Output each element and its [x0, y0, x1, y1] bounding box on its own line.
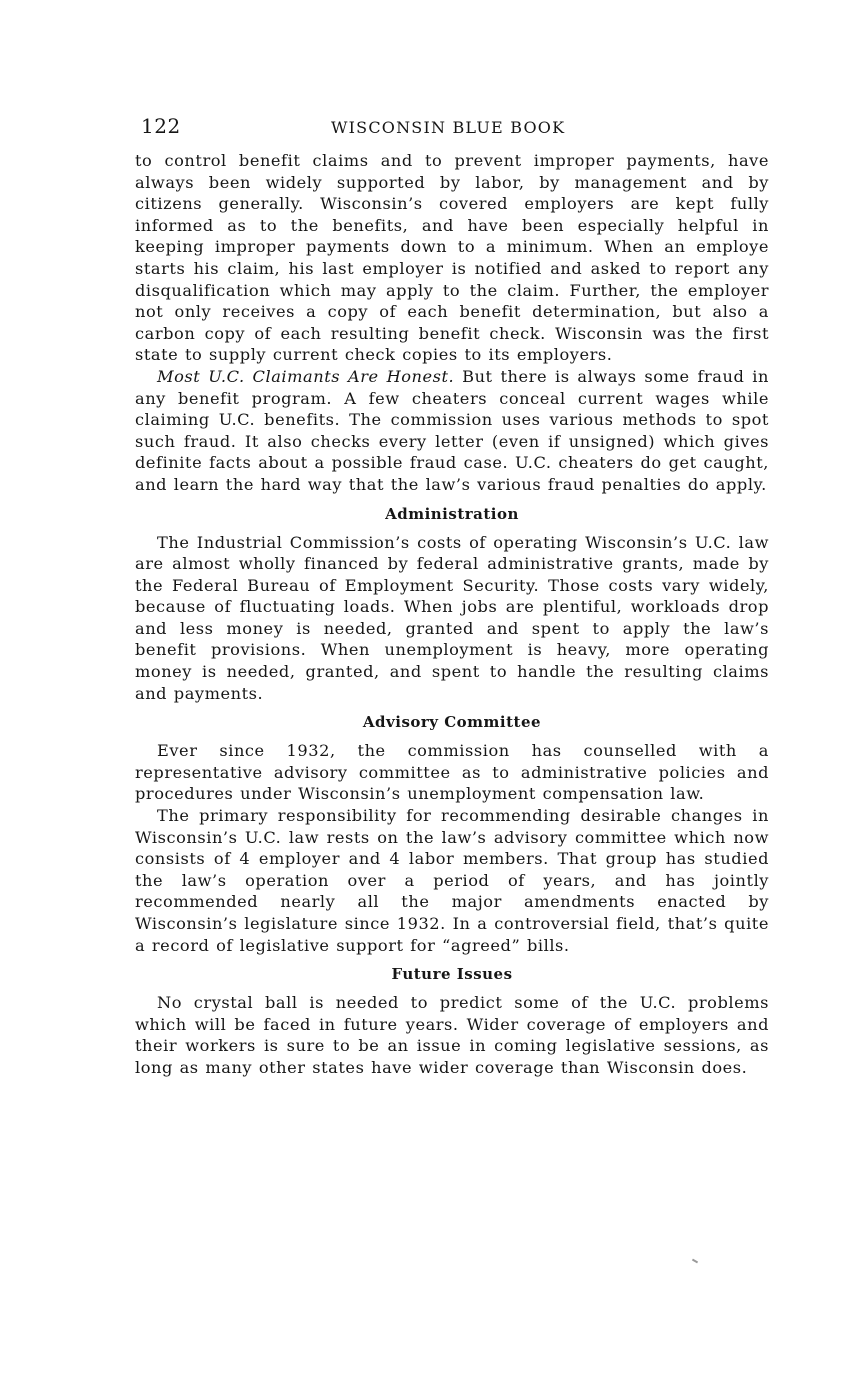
scan-speck: [692, 1259, 698, 1264]
paragraph-lead-in: Most U.C. Claimants Are Honest.: [157, 366, 455, 386]
advisory-paragraph-1: Ever since 1932, the commission has counselled with a representative advisory committee as to administrative policies and procedures under Wisconsin’s unemployment compensation law.: [135, 741, 769, 804]
book-page: [135, 112, 769, 1079]
section-heading-administration: Administration: [385, 504, 519, 523]
page-number: 122: [141, 114, 181, 138]
running-title: WISCONSIN BLUE BOOK: [331, 118, 566, 137]
paragraph-body: But there is always some fraud in any benefit program. A few cheaters conceal current wages while claiming U.C. benefits. The commission uses various methods to spot such fraud. It also checks every letter (even if unsigned) which gives definite facts about a possible fraud case. U.C. cheaters do get caught, and learn the hard way that the law’s various fraud penalties do apply.: [135, 366, 769, 494]
future-issues-paragraph: No crystal ball is needed to predict some of the U.C. problems which will be faced in future years. Wider coverage of employers and their workers is sure to be an issue in coming legislative sessions, as long as many other states have wider coverage than Wisconsin does.: [135, 993, 769, 1077]
administration-paragraph: The Industrial Commission’s costs of operating Wisconsin’s U.C. law are almost wholly financed by federal administrative grants, made by the Federal Bureau of Employment Security. Those costs vary widely, because of fluctuating loads. When jobs are plentiful, workloads drop and less money is needed, granted and spent to apply the law’s benefit provisions. When unemployment is heavy, more operating money is needed, granted, and spent to handle the resulting claims and payments.: [135, 532, 769, 703]
advisory-paragraph-2: The primary responsibility for recommending desirable changes in Wisconsin’s U.C. law rests on the law’s advisory committee which now consists of 4 employer and 4 labor members. That group has studied the law’s operation over a period of years, and has jointly recommended nearly all the major amendments enacted by Wisconsin’s legislature since 1932. In a controversial field, that’s quite a record of legislative support for “agreed” bills.: [135, 806, 769, 955]
page-header: [135, 112, 769, 142]
section-heading-future-issues: Future Issues: [391, 965, 513, 984]
intro-paragraph: to control benefit claims and to prevent improper payments, have always been widely supported by labor, by management and by citizens generally. Wisconsin’s covered employers are kept fully informed as to the benefits, and have been especially helpful in keeping improper payments down to a minimum. When an employe starts his claim, his last employer is notified and asked to report any disqualification which may apply to the claim. Further, the employer not only receives a copy of each benefit determination, but also a carbon copy of each resulting benefit check. Wisconsin was the first state to supply current check copies to its employers.: [135, 151, 769, 365]
section-heading-advisory-committee: Advisory Committee: [362, 713, 542, 732]
fraud-paragraph: [135, 366, 769, 496]
